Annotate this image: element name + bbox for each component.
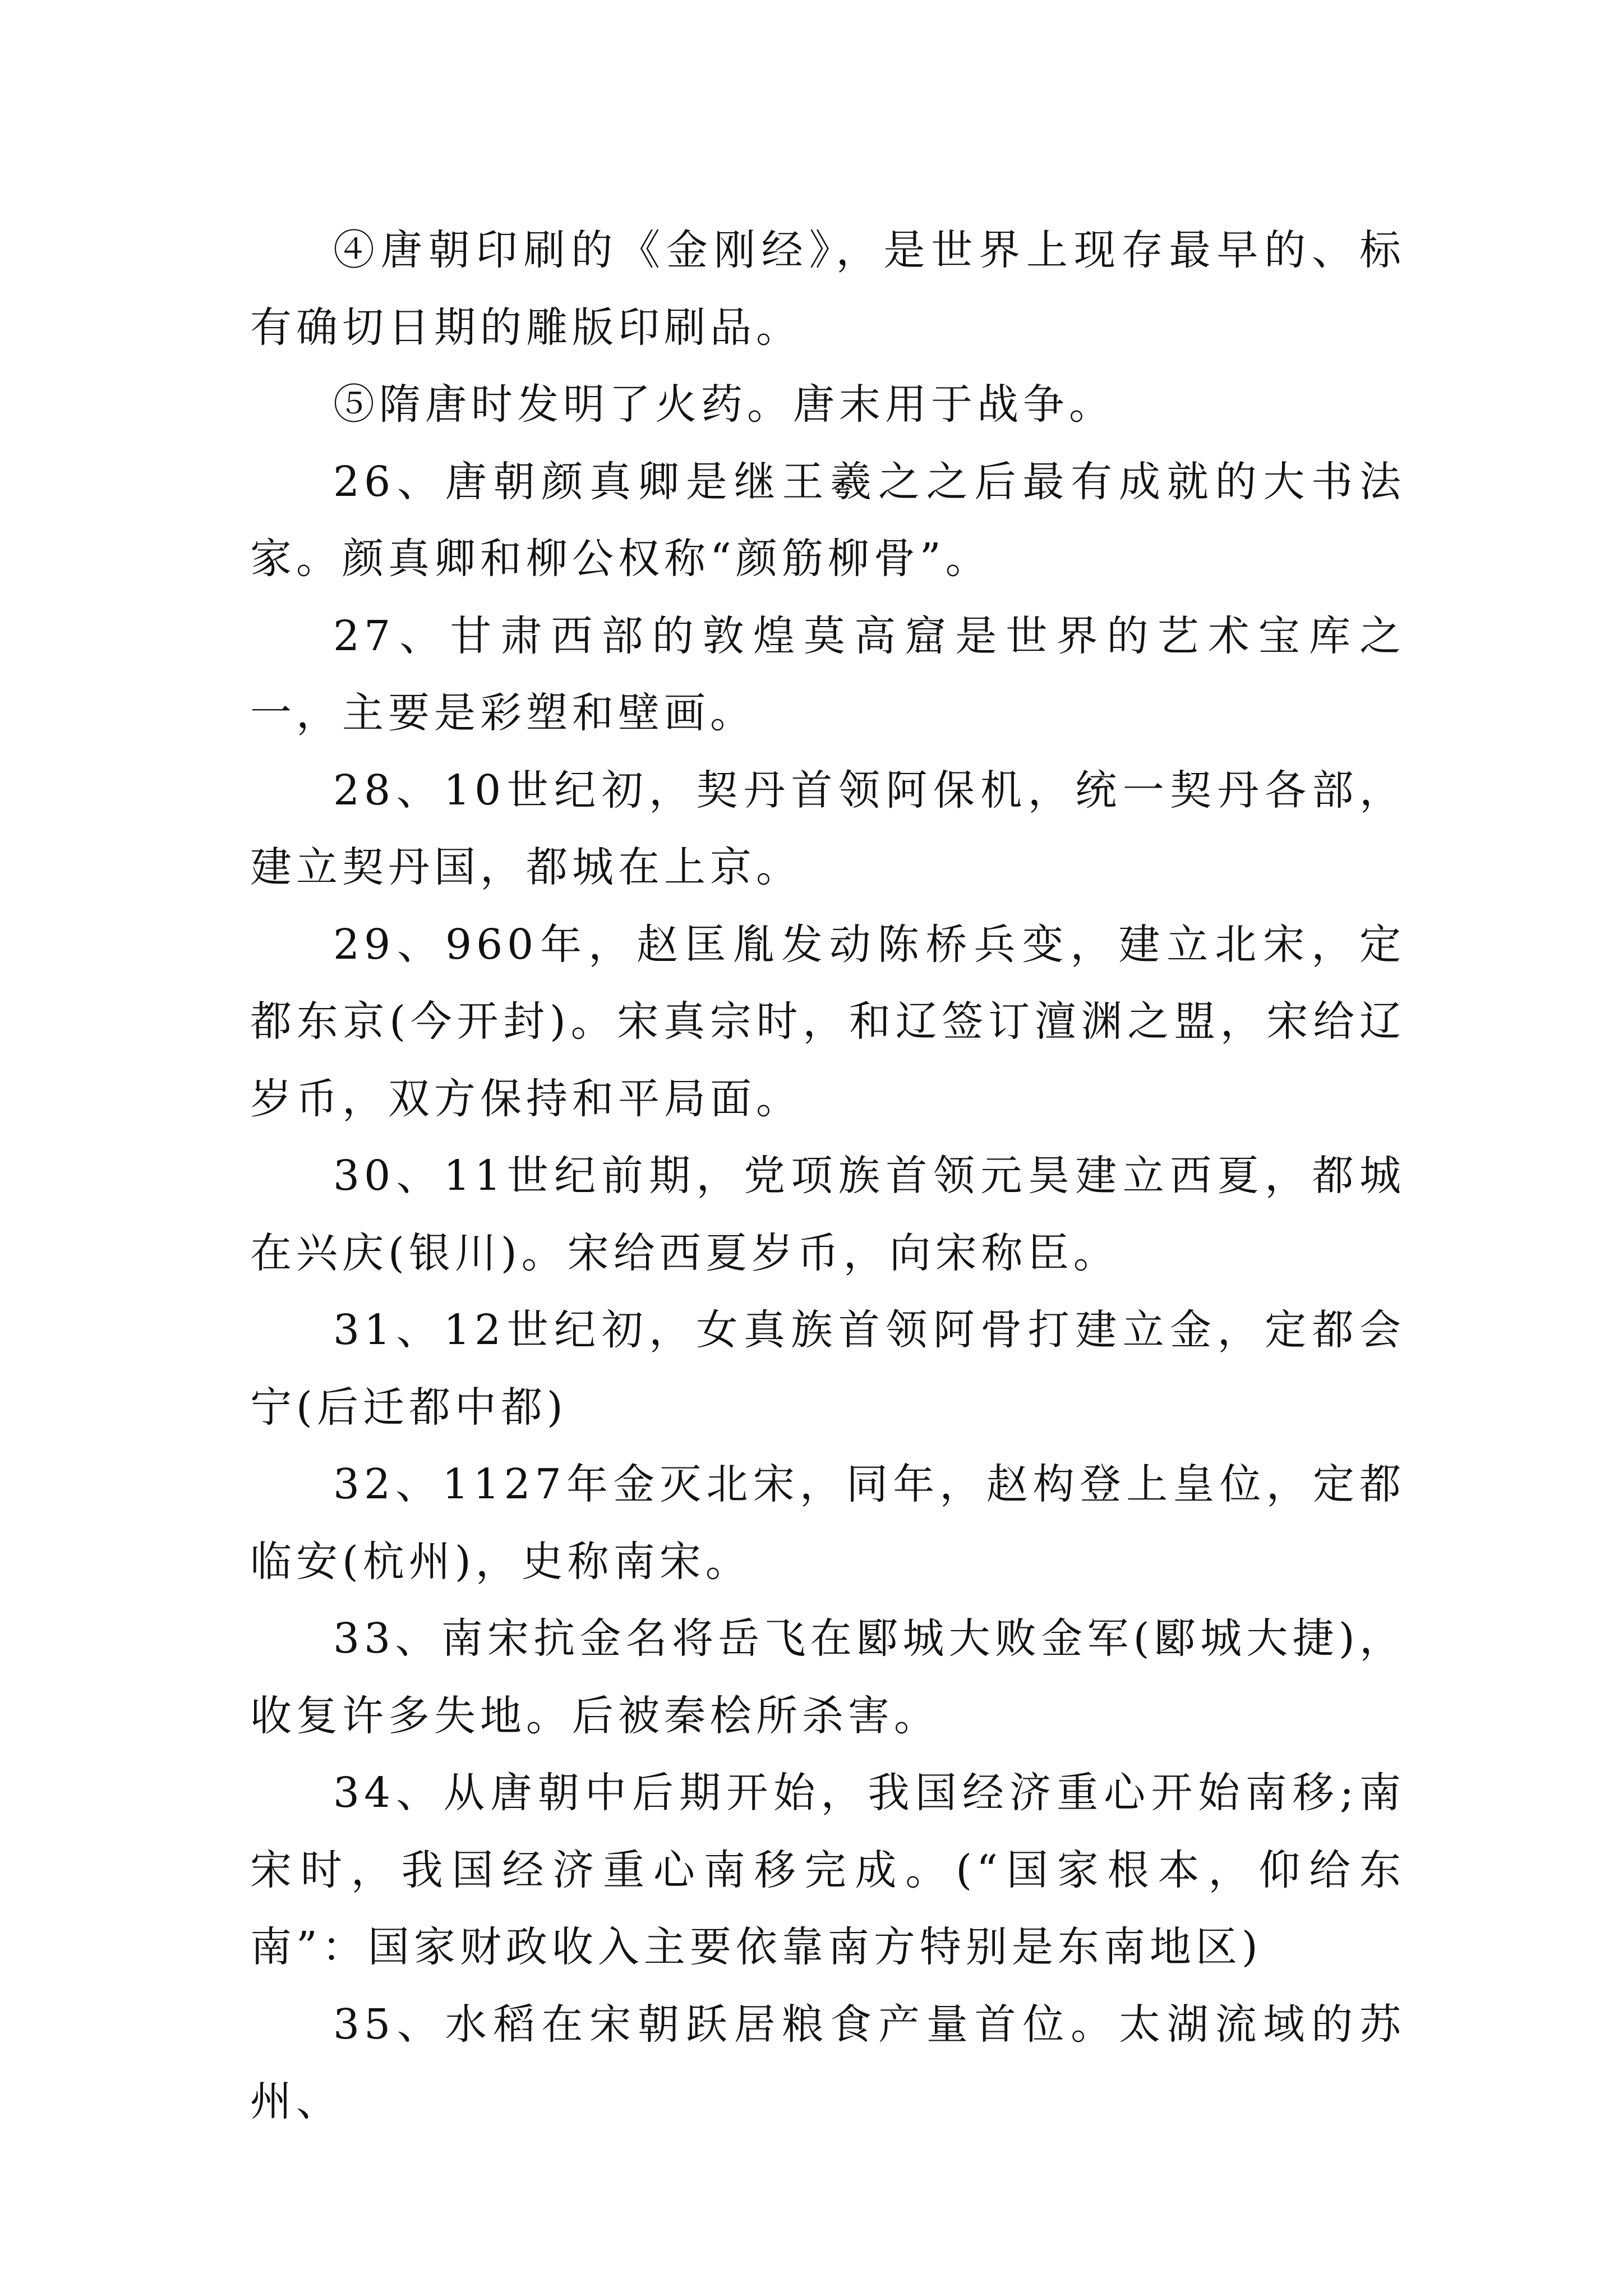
paragraph-34: 34、从唐朝中后期开始，我国经济重心开始南移;南宋时，我国经济重心南移完成。(“国家根本，仰给东南”：国家财政收入主要依靠南方特别是东南地区) <box>250 1769 1405 1971</box>
paragraph-27: 27、甘肃西部的敦煌莫高窟是世界的艺术宝库之一，主要是彩塑和壁画。 <box>250 611 1405 737</box>
paragraph-item-4-diamond-sutra: ④唐朝印刷的《金刚经》，是世界上现存最早的、标有确切日期的雕版印刷品。 <box>250 226 1405 352</box>
paragraph-28: 28、10世纪初，契丹首领阿保机，统一契丹各部，建立契丹国，都城在上京。 <box>250 766 1405 891</box>
paragraph-35: 35、水稻在宋朝跃居粮食产量首位。太湖流域的苏州、 <box>250 2000 1405 2125</box>
paragraph-26: 26、唐朝颜真卿是继王羲之之后最有成就的大书法家。颜真卿和柳公权称“颜筋柳骨”。 <box>250 457 1405 583</box>
paragraph-30: 30、11世纪前期，党项族首领元昊建立西夏，都城在兴庆(银川)。宋给西夏岁币，向宋称臣。 <box>250 1152 1405 1277</box>
paragraph-29: 29、960年，赵匡胤发动陈桥兵变，建立北宋，定都东京(今开封)。宋真宗时，和辽签订澶渊之盟，宋给辽岁币，双方保持和平局面。 <box>250 920 1405 1123</box>
document-body <box>250 212 1405 2141</box>
paragraph-31: 31、12世纪初，女真族首领阿骨打建立金，定都会宁(后迁都中都) <box>250 1306 1405 1432</box>
paragraph-32: 32、1127年金灭北宋，同年，赵构登上皇位，定都临安(杭州)，史称南宋。 <box>250 1460 1405 1586</box>
paragraph-33: 33、南宋抗金名将岳飞在郾城大败金军(郾城大捷)，收复许多失地。后被秦桧所杀害。 <box>250 1614 1405 1740</box>
paragraph-item-5-gunpowder: ⑤隋唐时发明了火药。唐末用于战争。 <box>333 380 1115 429</box>
